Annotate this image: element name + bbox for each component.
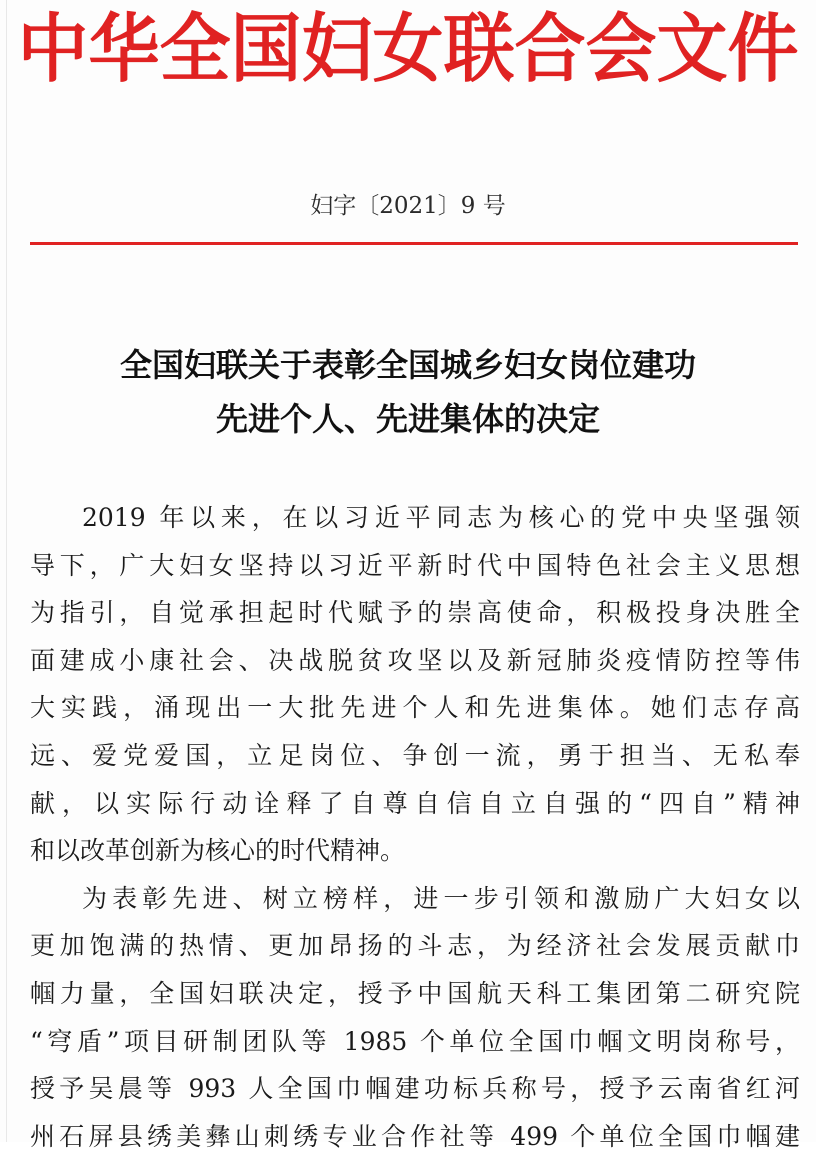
text-line: 导下，广大妇女坚持以习近平新时代中国特色社会主义思想 [30,550,800,580]
page-edge [6,0,7,1142]
text-line: 献，以实际行动诠释了自尊自信自立自强的“四自”精神 [30,788,800,818]
red-divider-line [30,242,798,245]
document-number: 妇字〔2021〕9 号 [310,193,506,219]
text-line: 更加饱满的热情、更加昂扬的斗志，为经济社会发展贡献巾 [30,931,800,961]
body-text [30,494,800,1160]
text-line: 州石屏县绣美彝山刺绣专业合作社等 499 个单位全国巾帼建 [30,1121,800,1151]
text-line: 帼力量，全国妇联决定，授予中国航天科工集团第二研究院 [30,978,800,1008]
text-line: 大实践，涌现出一大批先进个人和先进集体。她们志存高 [30,693,800,723]
decision-title-line-1: 全国妇联关于表彰全国城乡妇女岗位建功 [119,346,696,384]
text-line: 2019 年以来，在以习近平同志为核心的党中央坚强领 [82,503,800,532]
text-line: 为指引，自觉承担起时代赋予的崇高使命，积极投身决胜全 [30,598,800,628]
decision-title-line-2: 先进个人、先进集体的决定 [215,400,600,438]
paragraph-2 [30,875,800,1160]
text-line: “穹盾”项目研制团队等 1985 个单位全国巾帼文明岗称号， [30,1026,800,1056]
decision-title [0,338,816,446]
text-line: 面建成小康社会、决战脱贫攻坚以及新冠肺炎疫情防控等伟 [30,645,800,675]
text-line: 和以改革创新为核心的时代精神。 [30,836,406,866]
paragraph-1 [30,494,800,875]
org-header-title: 中华全国妇女联合会文件 [17,4,799,93]
text-line: 远、爱党爱国，立足岗位、争创一流，勇于担当、无私奉 [30,740,800,770]
text-line: 授予吴晨等 993 人全国巾帼建功标兵称号，授予云南省红河 [30,1074,800,1104]
text-line: 为表彰先进、树立榜样，进一步引领和激励广大妇女以 [82,883,800,913]
